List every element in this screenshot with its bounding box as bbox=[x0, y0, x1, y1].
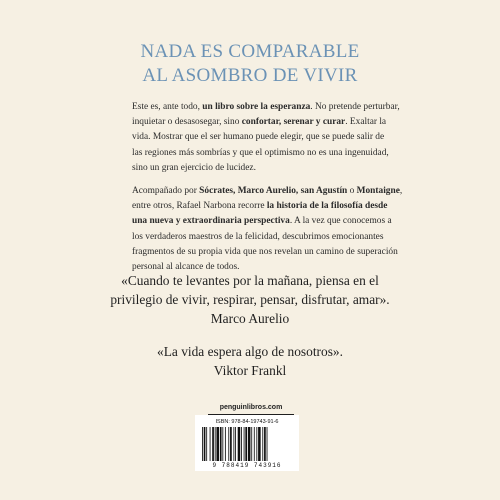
barcode-bar bbox=[212, 427, 214, 461]
p1-line: sino un gran ejercicio de lucidez. bbox=[132, 162, 256, 173]
p2-text: , bbox=[399, 186, 403, 196]
barcode-bar bbox=[245, 427, 247, 461]
barcode-bar bbox=[220, 427, 222, 461]
isbn-label: ISBN: 978-84-19743-91-6 bbox=[215, 419, 279, 425]
p2-bold-text: Sócrates, Marco Aurelio, san Agustín bbox=[199, 186, 348, 196]
barcode-icon bbox=[201, 427, 293, 461]
barcode-bar bbox=[264, 427, 266, 461]
barcode-bar bbox=[210, 427, 211, 461]
p2-bold-text: una nueva y extraordinaria perspectiva bbox=[132, 216, 290, 227]
quote-line: «La vida espera algo de nosotros». bbox=[157, 344, 343, 359]
barcode-bar bbox=[244, 427, 245, 461]
p1-line: vida. Mostrar que el ser humano puede elegir, que se puede salir de bbox=[132, 132, 385, 143]
barcode-bar bbox=[235, 427, 236, 461]
p2-bold-text: Montaigne bbox=[356, 186, 400, 196]
barcode-bar bbox=[251, 427, 252, 461]
barcode-bar bbox=[216, 427, 219, 461]
p2-line: los verdaderos maestros de la felicidad, descubrimos emocionantes bbox=[132, 231, 384, 242]
barcode-bar bbox=[241, 427, 242, 461]
quote-author: Marco Aurelio bbox=[210, 311, 290, 326]
p1-text: . Exaltar la bbox=[345, 117, 387, 128]
p2-text: entre otros, Rafael Narbona recorre bbox=[132, 201, 267, 212]
p2-text: o bbox=[347, 186, 357, 196]
p2-bold-text: la historia de la filosofía desde bbox=[266, 201, 388, 212]
p1-bold-text: confortar, serenar y curar bbox=[241, 117, 346, 128]
quote-marco-aurelio bbox=[0, 271, 500, 328]
barcode-bar bbox=[225, 427, 226, 461]
quote-author: Viktor Frankl bbox=[213, 363, 287, 378]
publisher-website: penguinlibros.com bbox=[208, 402, 294, 415]
headline bbox=[0, 40, 500, 88]
barcode-bar bbox=[258, 427, 261, 461]
headline-line-1: NADA ES COMPARABLE bbox=[140, 41, 360, 62]
barcode-bar bbox=[248, 427, 251, 461]
barcode-box bbox=[195, 415, 299, 471]
p2-line: personal al alcance de todos. bbox=[132, 262, 240, 273]
barcode-bar bbox=[228, 427, 229, 461]
barcode-bar bbox=[215, 427, 216, 461]
p2-text: Acompañado por bbox=[132, 186, 200, 196]
synopsis-paragraph-1 bbox=[132, 100, 400, 176]
p2-text: . A la vez que conocemos a bbox=[289, 216, 392, 227]
barcode-bar bbox=[222, 427, 223, 461]
barcode-bar bbox=[267, 427, 268, 461]
barcode-bar bbox=[204, 427, 206, 461]
barcode-bar bbox=[262, 427, 263, 461]
p1-bold-text: un libro sobre la esperanza bbox=[202, 102, 311, 112]
quote-line: privilegio de vivir, respirar, pensar, disfrutar, amar». bbox=[110, 292, 390, 307]
quote-line: «Cuando te levantes por la mañana, piensa en el bbox=[121, 273, 379, 288]
barcode-bar bbox=[238, 427, 241, 461]
barcode-bar bbox=[206, 427, 207, 461]
p2-line: fragmentos de su propia vida que nos revelan un camino de superación bbox=[132, 246, 398, 257]
barcode-bar bbox=[233, 427, 234, 461]
headline-line-2: AL ASOMBRO DE VIVIR bbox=[142, 65, 358, 86]
barcode-digits: 9 788419 743916 bbox=[212, 462, 282, 469]
p1-line: las regiones más sombrías y que el optimismo no es una ingenuidad, bbox=[132, 147, 389, 158]
synopsis-paragraph-2 bbox=[132, 184, 403, 275]
barcode-bar bbox=[230, 427, 232, 461]
barcode-bar bbox=[202, 427, 203, 461]
quote-viktor-frankl bbox=[0, 342, 500, 380]
p1-text: inquietar o desasosegar, sino bbox=[132, 117, 242, 128]
barcode-bar bbox=[254, 427, 255, 461]
p1-text: . No pretende perturbar, bbox=[310, 102, 400, 112]
barcode-bar bbox=[256, 427, 257, 461]
p1-text: Este es, ante todo, bbox=[132, 102, 203, 112]
